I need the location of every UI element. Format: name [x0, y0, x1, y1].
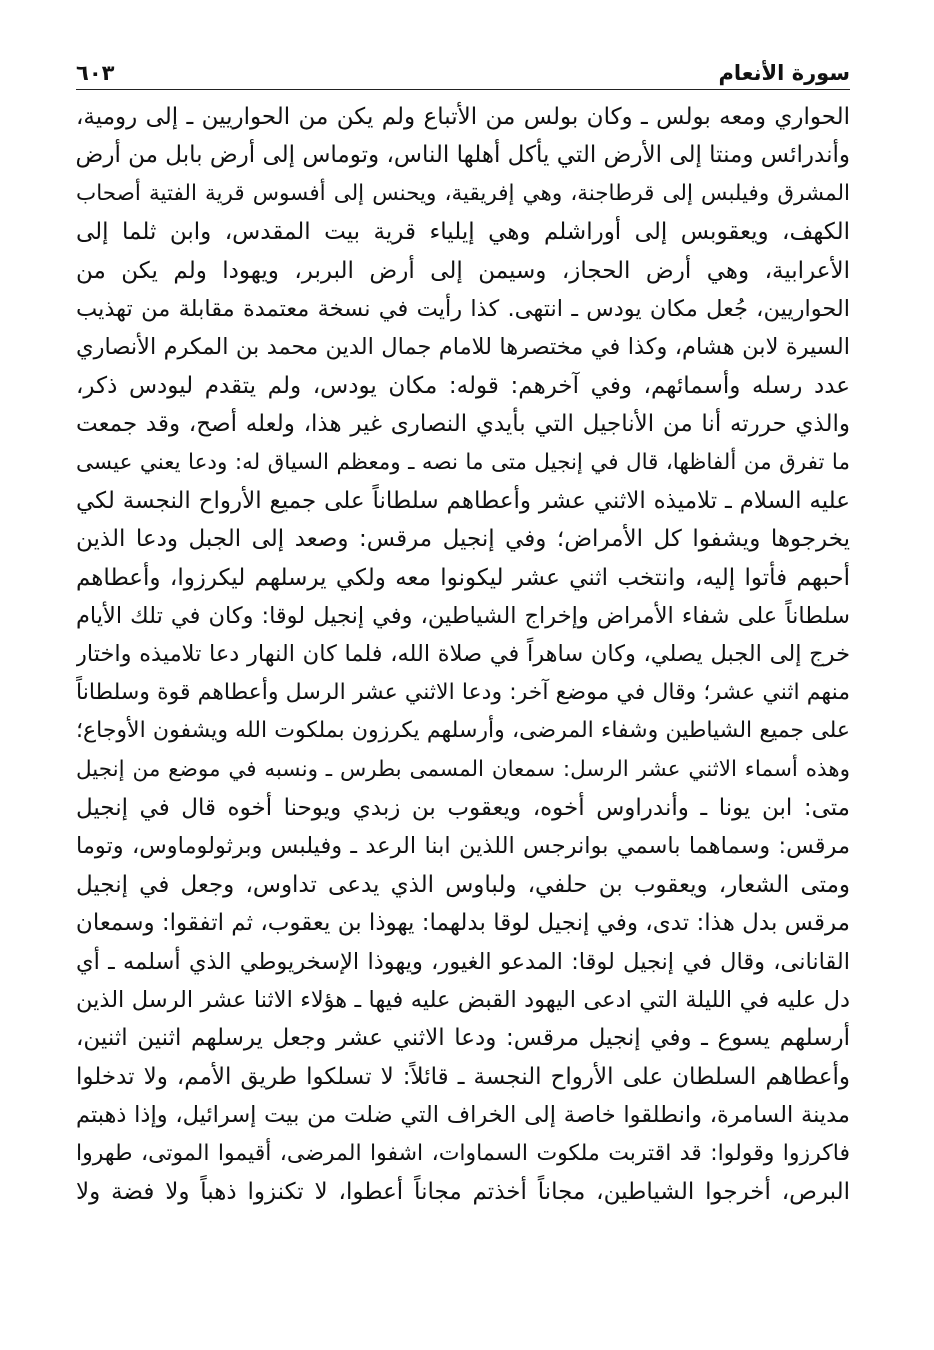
text-line: والذي حررته أنا من الأناجيل التي بأيدي النصارى غير هذا، ولعله أصح، وقد جمعت	[76, 411, 850, 438]
page-number: ٦٠٣	[76, 61, 115, 85]
text-line: الحواري ومعه بولس ـ وكان بولس من الأتباع ولم يكن من الحواريين ـ إلى رومية،	[76, 104, 850, 130]
body-text	[76, 98, 850, 1211]
text-line: يخرجوها ويشفوا كل الأمراض؛ وفي إنجيل مرقس: وصعد إلى الجبل ودعا الذين	[76, 526, 850, 553]
text-line: مرقس: وسماهما باسمي بوانرجس اللذين ابنا الرعد ـ وفيلبس وبرثولوماوس، وتوما	[76, 833, 850, 860]
text-line: أرسلهم يسوع ـ وفي إنجيل مرقس: ودعا الاثني عشر وجعل يرسلهم اثنين اثنين،	[76, 1025, 850, 1052]
text-line: متى: ابن يونا ـ وأندراوس أخوه، ويعقوب بن زبدي ويوحنا أخوه قال في إنجيل	[76, 795, 850, 822]
text-line: الحواريين، جُعل مكان يودس ـ انتهى. كذا رأيت في نسخة معتمدة مقابلة من تهذيب	[76, 295, 850, 322]
surah-title: سورة الأنعام	[718, 61, 850, 85]
text-line: السيرة لابن هشام، وكذا في مختصرها للامام جمال الدين محمد بن المكرم الأنصاري	[76, 334, 850, 361]
text-line: وأعطاهم السلطان على الأرواح النجسة ـ قائلاً: لا تسلكوا طريق الأمم، ولا تدخلوا	[76, 1063, 850, 1090]
text-line: مدينة السامرة، وانطلقوا خاصة إلى الخراف التي ضلت من بيت إسرائيل، وإذا ذهبتم	[76, 1102, 850, 1129]
text-line: فاكرزوا وقولوا: قد اقتربت ملكوت السماوات، اشفوا المرضى، أقيموا الموتى، طهروا	[76, 1140, 850, 1166]
text-line: منهم اثني عشر؛ وقال في موضع آخر: ودعا الاثني عشر الرسل وأعطاهم قوة وسلطاناً	[76, 679, 850, 705]
text-line: دل عليه في الليلة التي ادعى اليهود القبض عليه فيها ـ هؤلاء الاثنا عشر الرسل الذين	[76, 986, 850, 1013]
text-line: أحبهم فأتوا إليه، وانتخب اثني عشر ليكونوا معه ولكي يرسلهم ليكرزوا، وأعطاهم	[76, 564, 850, 591]
text-line: ما تفرق من ألفاظها، قال في إنجيل متى ما نصه ـ ومعظم السياق له: ودعا يعني عيسى	[76, 449, 850, 475]
text-line: مرقس بدل هذا: تدى، وفي إنجيل لوقا بدلهما: يهوذا بن يعقوب، ثم اتفقوا: وسمعان	[76, 910, 850, 937]
text-line: القانانى، وقال في إنجيل لوقا: المدعو الغيور، ويهوذا الإسخريوطي الذي أسلمه ـ أي	[76, 948, 850, 975]
text-line: سلطاناً على شفاء الأمراض وإخراج الشياطين، وفي إنجيل لوقا: وكان في تلك الأيام	[76, 603, 850, 630]
text-line: عدد رسله وأسمائهم، وفي آخرهم: قوله: مكان يودس، ولم يتقدم ليودس ذكر،	[76, 372, 850, 399]
text-line: الكهف، ويعقوبس إلى أوراشلم وهي إيلياء قرية بيت المقدس، وابن ثلما إلى	[76, 219, 850, 246]
text-line: وهذه أسماء الاثني عشر الرسل: سمعان المسمى بطرس ـ ونسبه في موضع من إنجيل	[76, 756, 850, 782]
text-line: على جميع الشياطين وشفاء المرضى، وأرسلهم يكرزون بملكوت الله ويشفون الأوجاع؛	[76, 718, 850, 744]
text-line: خرج إلى الجبل يصلي، وكان ساهراً في صلاة الله، فلما كان النهار دعا تلاميذه واختار	[76, 641, 850, 668]
text-line: البرص، أخرجوا الشياطين، مجاناً أخذتم مجاناً أعطوا، لا تكنزوا ذهباً ولا فضة ولا	[76, 1178, 850, 1205]
text-line: المشرق وفيلبس إلى قرطاجنة، وهي إفريقية، ويحنس إلى أفسوس قرية الفتية أصحاب	[76, 180, 850, 206]
text-line: ومتى الشعار، ويعقوب بن حلفي، ولباوس الذي يدعى تداوس، وجعل في إنجيل	[76, 871, 850, 898]
text-line: الأعرابية، وهي أرض الحجاز، وسيمن إلى أرض البربر، ويهودا ولم يكن من	[76, 257, 850, 284]
page-header	[76, 58, 850, 86]
text-line: وأندرائس ومنتا إلى الأرض التي يأكل أهلها الناس، وتوماس إلى أرض بابل من أرض	[76, 142, 850, 169]
header-divider	[76, 89, 850, 90]
text-line: عليه السلام ـ تلاميذه الاثني عشر وأعطاهم سلطاناً على جميع الأرواح النجسة لكي	[76, 487, 850, 514]
